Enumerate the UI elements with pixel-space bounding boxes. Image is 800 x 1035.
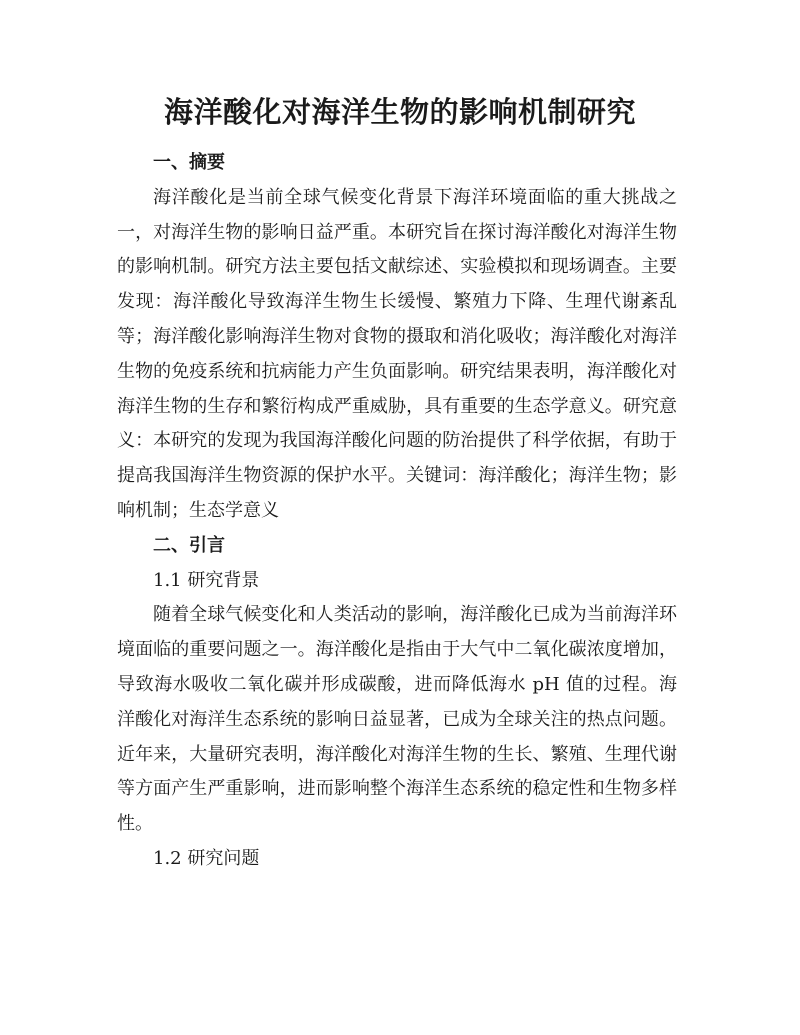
- abstract-heading: 一、摘要: [153, 152, 225, 173]
- introduction-heading: 二、引言: [153, 534, 225, 556]
- research-question-heading: 1.2 研究问题: [153, 847, 260, 869]
- research-background-heading: 1.1 研究背景: [153, 569, 260, 591]
- abstract-paragraph: 海洋酸化是当前全球气候变化背景下海洋环境面临的重大挑战之一，对海洋生物的影响日益严重。本研究旨在探讨海洋酸化对海洋生物的影响机制。研究方法主要包括文献综述、实验模拟和现场调查。主要发现：海洋酸化导致海洋生物生长缓慢、繁殖力下降、生理代谢紊乱等；海洋酸化影响海洋生物对食物的摄取和消化吸收；海洋酸化对海洋生物的免疫系统和抗病能力产生负面影响。研究结果表明，海洋酸化对海洋生物的生存和繁衍构成严重威胁，具有重要的生态学意义。研究意义：本研究的发现为我国海洋酸化问题的防治提供了科学依据，有助于提高我国海洋生物资源的保护水平。关键词：海洋酸化；海洋生物；影响机制；生态学意义: [117, 186, 677, 521]
- document-title: 海洋酸化对海洋生物的影响机制研究: [163, 95, 636, 129]
- document-body: [117, 146, 677, 877]
- research-background-paragraph: 随着全球气候变化和人类活动的影响，海洋酸化已成为当前海洋环境面临的重要问题之一。海洋酸化是指由于大气中二氧化碳浓度增加，导致海水吸收二氧化碳并形成碳酸，进而降低海水 pH 值的过程。海洋酸化对海洋生态系统的影响日益显著，已成为全球关注的热点问题。近年来，大量研究表明，海洋酸化对海洋生物的生长、繁殖、生理代谢等方面产生严重影响，进而影响整个海洋生态系统的稳定性和生物多样性。: [117, 604, 677, 835]
